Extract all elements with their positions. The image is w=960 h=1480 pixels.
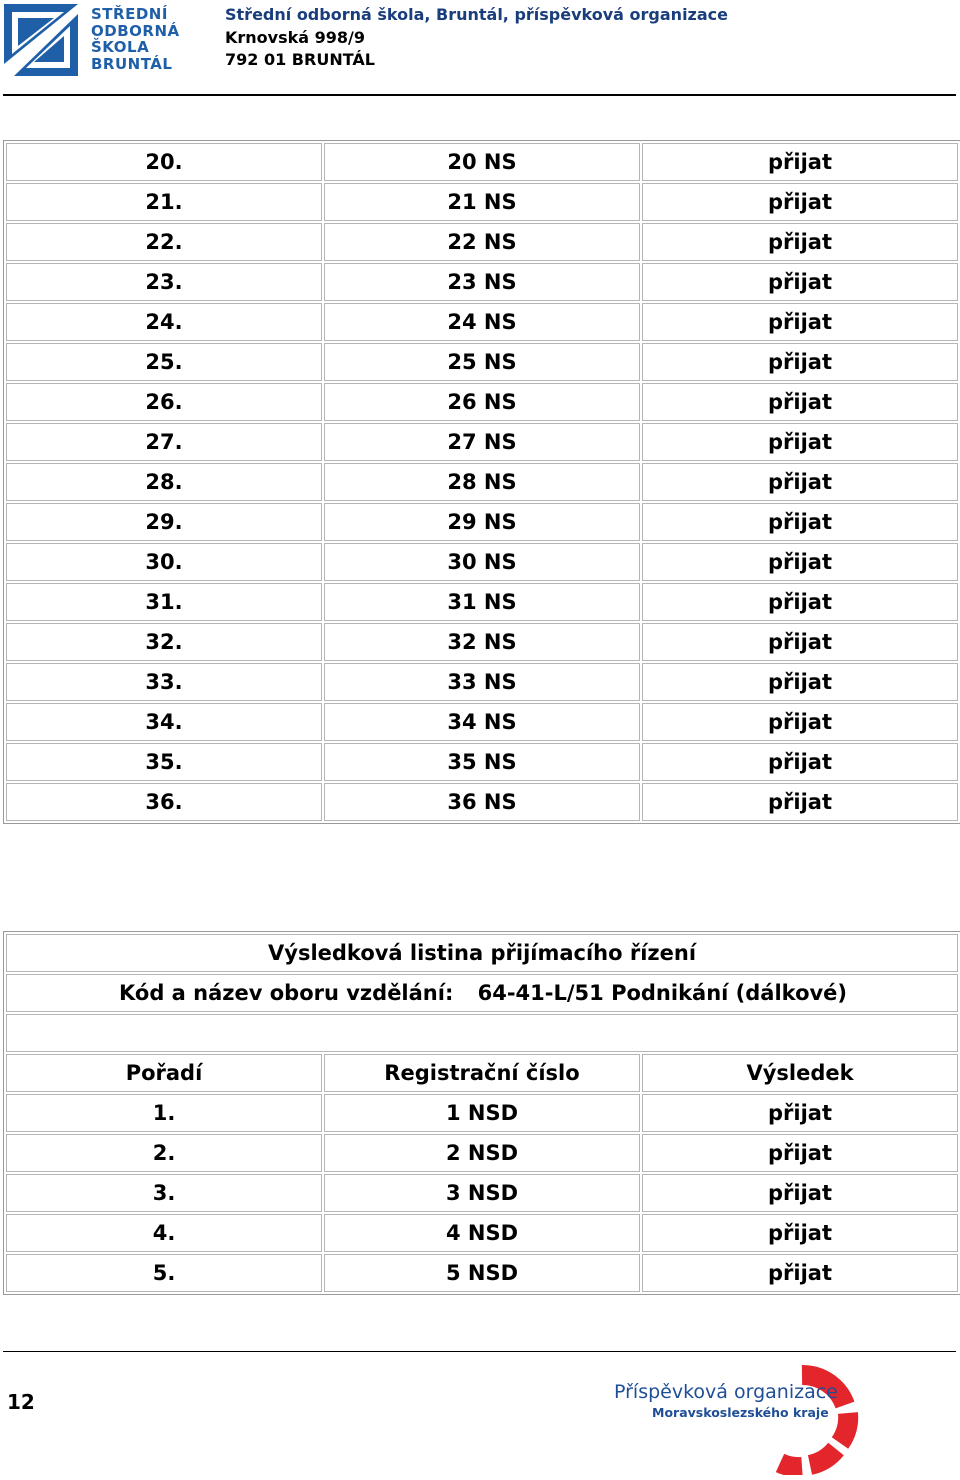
logo-line: STŘEDNÍ (91, 5, 168, 23)
cell-order: 30. (6, 543, 322, 581)
cell-result: přijat (642, 1094, 958, 1132)
cell-order: 3. (6, 1174, 322, 1212)
table-row (6, 383, 958, 421)
cell-order: 22. (6, 223, 322, 261)
cell-reg: 36 NS (324, 783, 640, 821)
table-row (6, 423, 958, 461)
cell-order: 29. (6, 503, 322, 541)
table-row (6, 183, 958, 221)
org-name: Střední odborná škola, Bruntál, příspěvková organizace (225, 5, 728, 24)
cell-reg: 1 NSD (324, 1094, 640, 1132)
cell-reg: 25 NS (324, 343, 640, 381)
table-row (6, 343, 958, 381)
cell-result: přijat (642, 743, 958, 781)
cell-result: přijat (642, 783, 958, 821)
cell-order: 20. (6, 143, 322, 181)
table-row (6, 743, 958, 781)
cell-order: 5. (6, 1254, 322, 1292)
cell-result: přijat (642, 463, 958, 501)
table-row (6, 1214, 958, 1252)
cell-order: 4. (6, 1214, 322, 1252)
logo-line: ŠKOLA (91, 38, 150, 56)
cell-result: přijat (642, 183, 958, 221)
cell-order: 2. (6, 1134, 322, 1172)
cell-reg: 34 NS (324, 703, 640, 741)
header-rule (3, 94, 956, 96)
cell-order: 32. (6, 623, 322, 661)
cell-order: 28. (6, 463, 322, 501)
cell-result: přijat (642, 543, 958, 581)
field-value: 64-41-L/51 Podnikání (dálkové) (477, 981, 848, 1005)
cell-reg: 24 NS (324, 303, 640, 341)
table-row (6, 543, 958, 581)
table-row (6, 303, 958, 341)
header-result: Výsledek (642, 1054, 958, 1092)
cell-result: přijat (642, 343, 958, 381)
cell-reg: 32 NS (324, 623, 640, 661)
cell-reg: 33 NS (324, 663, 640, 701)
region-logo-line2: Moravskoslezského kraje (652, 1405, 829, 1420)
table-row (6, 143, 958, 181)
cell-result: přijat (642, 583, 958, 621)
table-row (6, 703, 958, 741)
field-cell (6, 974, 958, 1012)
cell-result: přijat (642, 663, 958, 701)
cell-reg: 31 NS (324, 583, 640, 621)
logo-line: BRUNTÁL (91, 54, 173, 73)
table-row (6, 783, 958, 821)
cell-result: přijat (642, 1134, 958, 1172)
cell-result: přijat (642, 143, 958, 181)
header-row (6, 1054, 958, 1092)
cell-order: 27. (6, 423, 322, 461)
cell-order: 34. (6, 703, 322, 741)
spacer-row (6, 1014, 958, 1052)
cell-reg: 29 NS (324, 503, 640, 541)
table-row (6, 463, 958, 501)
table-row (6, 623, 958, 661)
cell-reg: 4 NSD (324, 1214, 640, 1252)
cell-reg: 5 NSD (324, 1254, 640, 1292)
cell-result: přijat (642, 263, 958, 301)
cell-reg: 21 NS (324, 183, 640, 221)
page-number: 12 (7, 1390, 35, 1414)
header-order: Pořadí (6, 1054, 322, 1092)
cell-reg: 30 NS (324, 543, 640, 581)
table-row (6, 1254, 958, 1292)
field-label: Kód a název oboru vzdělání: (119, 981, 454, 1005)
region-logo (610, 1365, 860, 1475)
table-title-row (6, 934, 958, 972)
cell-order: 1. (6, 1094, 322, 1132)
city: 792 01 BRUNTÁL (225, 50, 375, 69)
cell-result: přijat (642, 303, 958, 341)
region-logo-line1: Příspěvková organizace (614, 1381, 838, 1403)
header-address (225, 4, 728, 72)
cell-result: přijat (642, 1214, 958, 1252)
cell-result: přijat (642, 1174, 958, 1212)
school-logo-icon (4, 4, 78, 76)
cell-order: 26. (6, 383, 322, 421)
cell-reg: 2 NSD (324, 1134, 640, 1172)
cell-result: přijat (642, 223, 958, 261)
cell-result: přijat (642, 423, 958, 461)
cell-result: přijat (642, 703, 958, 741)
cell-result: přijat (642, 383, 958, 421)
cell-order: 25. (6, 343, 322, 381)
table-row (6, 263, 958, 301)
logo-line: ODBORNÁ (91, 21, 180, 40)
cell-reg: 3 NSD (324, 1174, 640, 1212)
cell-result: přijat (642, 623, 958, 661)
cell-order: 36. (6, 783, 322, 821)
results-table-ns (3, 140, 960, 824)
cell-reg: 22 NS (324, 223, 640, 261)
cell-result: přijat (642, 503, 958, 541)
field-row (6, 974, 958, 1012)
results-table-nsd (3, 931, 960, 1295)
cell-order: 23. (6, 263, 322, 301)
table-row (6, 583, 958, 621)
table-row (6, 223, 958, 261)
cell-reg: 35 NS (324, 743, 640, 781)
street: Krnovská 998/9 (225, 27, 366, 47)
table-row (6, 663, 958, 701)
cell-order: 31. (6, 583, 322, 621)
table-row (6, 1174, 958, 1212)
cell-reg: 23 NS (324, 263, 640, 301)
cell-reg: 26 NS (324, 383, 640, 421)
cell-order: 24. (6, 303, 322, 341)
header-reg: Registrační číslo (324, 1054, 640, 1092)
cell-order: 33. (6, 663, 322, 701)
table-row (6, 1134, 958, 1172)
cell-order: 21. (6, 183, 322, 221)
footer-rule (3, 1351, 956, 1352)
cell-reg: 27 NS (324, 423, 640, 461)
cell-result: přijat (642, 1254, 958, 1292)
cell-order: 35. (6, 743, 322, 781)
empty-cell (6, 1014, 958, 1052)
table-title: Výsledková listina přijímacího řízení (6, 934, 958, 972)
school-logo-text (91, 6, 180, 72)
cell-reg: 28 NS (324, 463, 640, 501)
table-row (6, 503, 958, 541)
table-row (6, 1094, 958, 1132)
cell-reg: 20 NS (324, 143, 640, 181)
